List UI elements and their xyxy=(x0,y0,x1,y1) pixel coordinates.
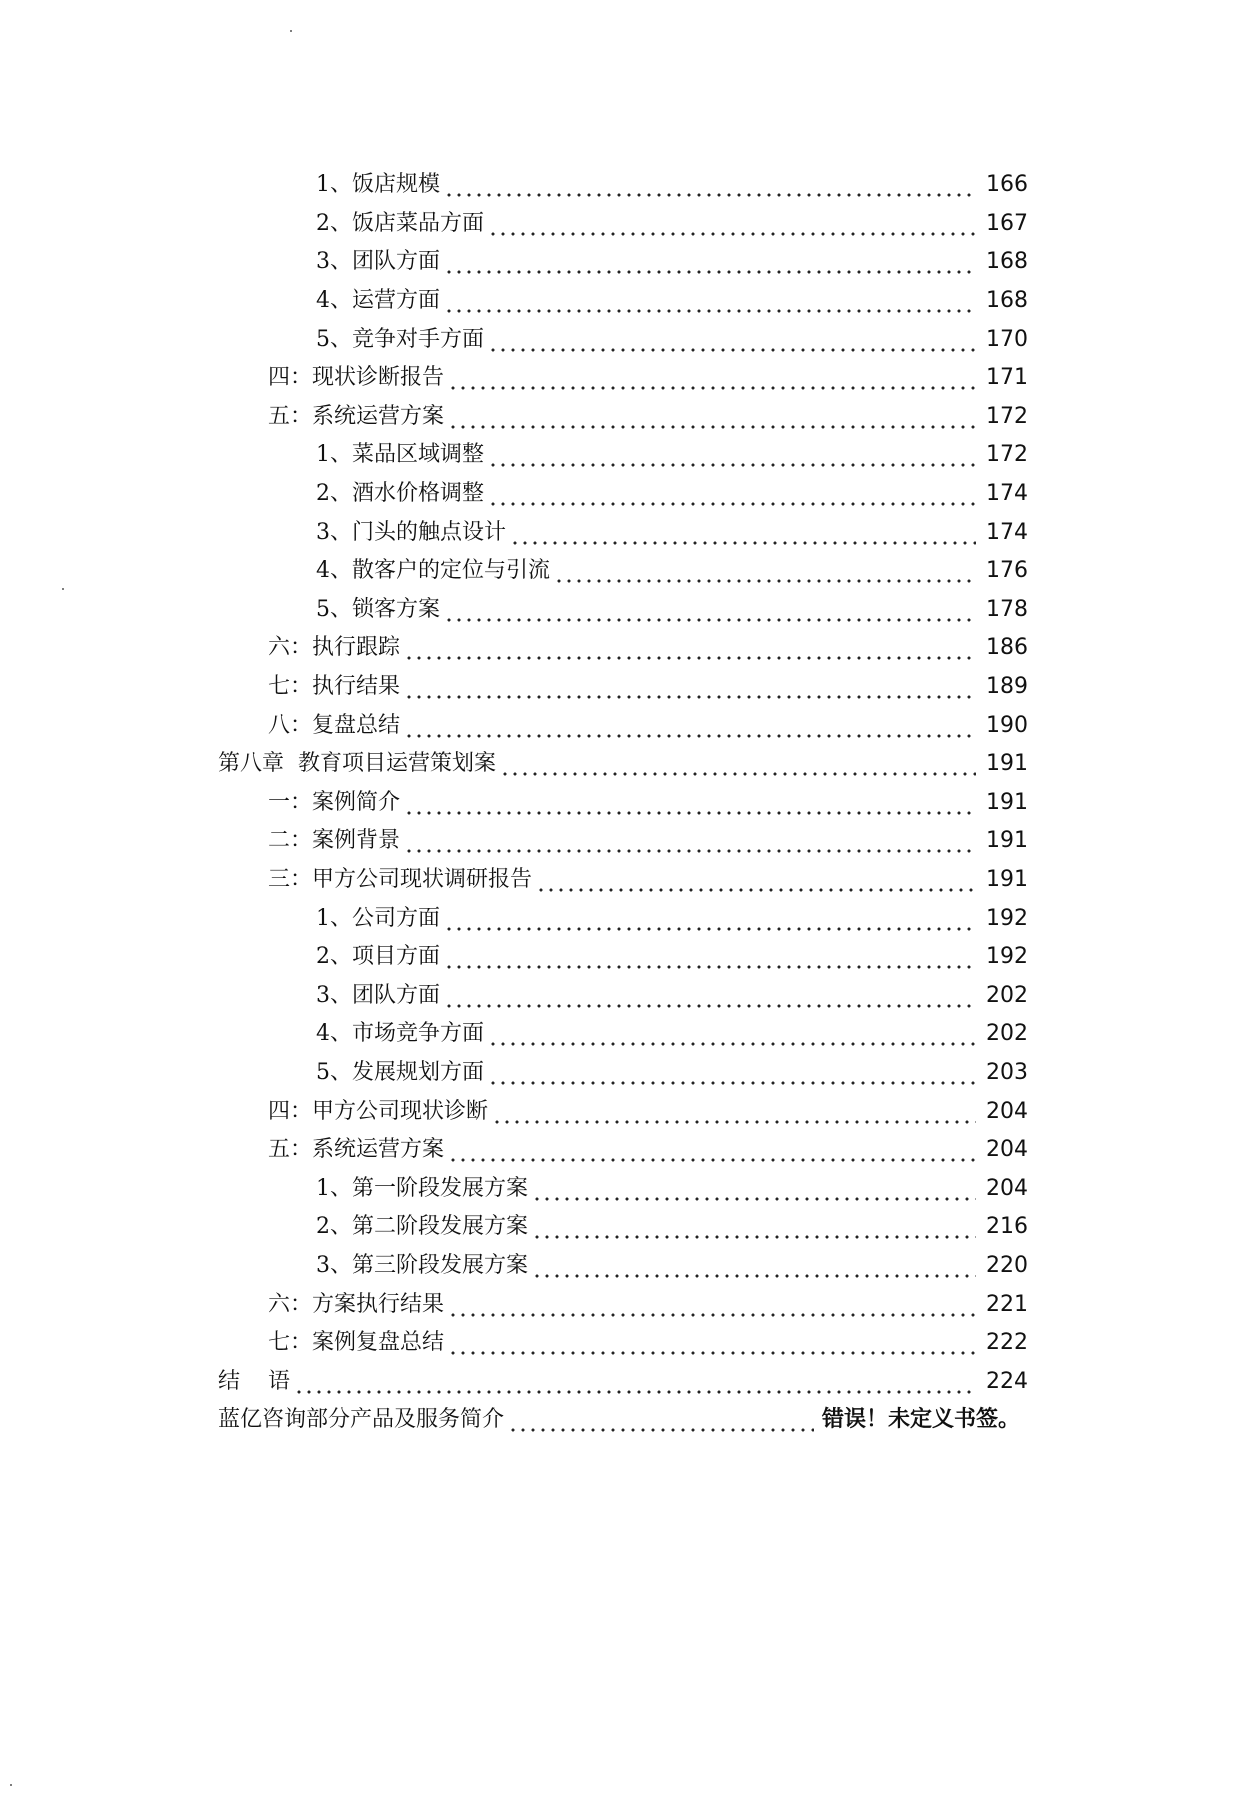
dot-leader xyxy=(488,1064,976,1086)
dot-leader xyxy=(536,871,976,893)
toc-entry[interactable] xyxy=(0,938,1258,977)
dot-leader xyxy=(488,485,976,507)
toc-entry[interactable] xyxy=(0,861,1258,900)
dot-leader xyxy=(444,176,976,198)
toc-entry[interactable] xyxy=(0,243,1258,282)
toc-entry-title: 六：执行跟踪 xyxy=(268,635,401,661)
toc-entry-error: 错误！未定义书签。 xyxy=(821,1407,1020,1433)
toc-entry[interactable] xyxy=(0,1092,1258,1131)
toc-entry[interactable] xyxy=(0,436,1258,475)
toc-entry-page: 190 xyxy=(986,712,1028,738)
toc-entry-title: 六：方案执行结果 xyxy=(268,1291,445,1317)
toc-entry-page: 224 xyxy=(986,1368,1028,1394)
toc-entry-page: 204 xyxy=(986,1137,1028,1163)
toc-entry[interactable] xyxy=(0,320,1258,359)
toc-entry[interactable] xyxy=(0,899,1258,938)
dot-leader xyxy=(510,524,976,546)
toc-entry-title: 5、发展规划方面 xyxy=(316,1059,484,1085)
toc-entry-title: 3、团队方面 xyxy=(316,249,440,275)
toc-entry-title: 3、门头的触点设计 xyxy=(316,519,506,545)
dot-leader xyxy=(404,678,976,700)
dot-leader xyxy=(488,331,976,353)
toc-entry[interactable] xyxy=(0,1401,1258,1440)
toc-entry-page: 204 xyxy=(986,1098,1028,1124)
toc-entry-title: 2、酒水价格调整 xyxy=(316,481,484,507)
toc-entry[interactable] xyxy=(0,1324,1258,1363)
toc-entry-title: 四：现状诊断报告 xyxy=(268,365,445,391)
toc-entry-title: 1、饭店规模 xyxy=(316,172,440,198)
toc-entry[interactable] xyxy=(0,1247,1258,1286)
toc-entry-title: 五：系统运营方案 xyxy=(268,403,445,429)
scan-speck xyxy=(10,1784,12,1786)
toc-entry-title: 5、竞争对手方面 xyxy=(316,326,484,352)
dot-leader xyxy=(532,1180,976,1202)
dot-leader xyxy=(448,1141,976,1163)
dot-leader xyxy=(404,717,976,739)
toc-entry-title: 1、第一阶段发展方案 xyxy=(316,1175,528,1201)
toc-entry-page: 220 xyxy=(986,1252,1028,1278)
table-of-contents xyxy=(0,166,1258,1440)
dot-leader xyxy=(444,601,976,623)
toc-entry-page: 189 xyxy=(986,674,1028,700)
toc-entry[interactable] xyxy=(0,282,1258,321)
toc-entry-page: 166 xyxy=(986,172,1028,198)
toc-entry-page: 176 xyxy=(986,558,1028,584)
toc-entry[interactable] xyxy=(0,398,1258,437)
toc-entry-page: 191 xyxy=(986,751,1028,777)
toc-entry-page: 202 xyxy=(986,1021,1028,1047)
dot-leader xyxy=(448,1334,976,1356)
toc-entry-page: 192 xyxy=(986,944,1028,970)
toc-entry[interactable] xyxy=(0,1285,1258,1324)
toc-entry[interactable] xyxy=(0,629,1258,668)
toc-entry-title: 一：案例简介 xyxy=(268,789,401,815)
toc-entry-page: 172 xyxy=(986,403,1028,429)
toc-entry-page: 174 xyxy=(986,481,1028,507)
dot-leader xyxy=(532,1218,976,1240)
toc-entry-page: 191 xyxy=(986,866,1028,892)
dot-leader xyxy=(404,832,976,854)
toc-entry-page: 186 xyxy=(986,635,1028,661)
toc-entry-page: 203 xyxy=(986,1059,1028,1085)
toc-entry-page: 171 xyxy=(986,365,1028,391)
toc-entry[interactable] xyxy=(0,1054,1258,1093)
toc-entry-title: 四：甲方公司现状诊断 xyxy=(268,1098,489,1124)
dot-leader xyxy=(508,1411,814,1433)
dot-leader xyxy=(492,1103,976,1125)
toc-entry-page: 221 xyxy=(986,1291,1028,1317)
toc-entry-page: 216 xyxy=(986,1214,1028,1240)
toc-entry-title: 五：系统运营方案 xyxy=(268,1137,445,1163)
dot-leader xyxy=(448,369,976,391)
toc-entry-page: 170 xyxy=(986,326,1028,352)
toc-entry-page: 202 xyxy=(986,982,1028,1008)
toc-entry-title: 2、饭店菜品方面 xyxy=(316,210,484,236)
toc-entry[interactable] xyxy=(0,513,1258,552)
toc-entry-title: 三：甲方公司现状调研报告 xyxy=(268,866,533,892)
dot-leader xyxy=(448,1296,976,1318)
toc-entry[interactable] xyxy=(0,745,1258,784)
toc-entry[interactable] xyxy=(0,822,1258,861)
toc-entry-title: 1、菜品区域调整 xyxy=(316,442,484,468)
dot-leader xyxy=(488,1025,976,1047)
scan-speck xyxy=(290,30,292,32)
toc-entry-page: 167 xyxy=(986,210,1028,236)
toc-entry-page: 222 xyxy=(986,1330,1028,1356)
toc-entry[interactable] xyxy=(0,205,1258,244)
toc-entry-title: 二：案例背景 xyxy=(268,828,401,854)
dot-leader xyxy=(404,639,976,661)
toc-entry-title: 5、锁客方案 xyxy=(316,596,440,622)
toc-entry[interactable] xyxy=(0,1015,1258,1054)
toc-entry[interactable] xyxy=(0,1131,1258,1170)
toc-entry-title: 1、公司方面 xyxy=(316,905,440,931)
toc-entry[interactable] xyxy=(0,166,1258,205)
dot-leader xyxy=(444,292,976,314)
dot-leader xyxy=(500,755,976,777)
toc-entry-title: 八：复盘总结 xyxy=(268,712,401,738)
toc-entry-title: 3、第三阶段发展方案 xyxy=(316,1252,528,1278)
dot-leader xyxy=(488,446,976,468)
toc-entry-title: 4、市场竞争方面 xyxy=(316,1021,484,1047)
toc-entry[interactable] xyxy=(0,552,1258,591)
toc-entry[interactable] xyxy=(0,475,1258,514)
dot-leader xyxy=(488,215,976,237)
toc-entry-title: 3、团队方面 xyxy=(316,982,440,1008)
toc-entry[interactable] xyxy=(0,668,1258,707)
toc-entry-page: 191 xyxy=(986,828,1028,854)
toc-entry[interactable] xyxy=(0,1208,1258,1247)
toc-entry-page: 168 xyxy=(986,249,1028,275)
toc-entry[interactable] xyxy=(0,784,1258,823)
dot-leader xyxy=(448,408,976,430)
dot-leader xyxy=(444,910,976,932)
scan-speck xyxy=(62,588,64,590)
dot-leader xyxy=(554,562,976,584)
toc-entry-page: 191 xyxy=(986,789,1028,815)
toc-entry-page: 168 xyxy=(986,288,1028,314)
toc-entry[interactable] xyxy=(0,1362,1258,1401)
toc-entry-page: 178 xyxy=(986,596,1028,622)
toc-entry-page: 172 xyxy=(986,442,1028,468)
toc-entry[interactable] xyxy=(0,706,1258,745)
toc-entry[interactable] xyxy=(0,591,1258,630)
dot-leader xyxy=(532,1257,976,1279)
toc-entry-page: 204 xyxy=(986,1175,1028,1201)
dot-leader xyxy=(444,987,976,1009)
toc-entry[interactable] xyxy=(0,1169,1258,1208)
toc-entry-title: 七：执行结果 xyxy=(268,674,401,700)
dot-leader xyxy=(444,253,976,275)
dot-leader xyxy=(404,794,976,816)
toc-entry-title: 2、第二阶段发展方案 xyxy=(316,1214,528,1240)
toc-entry[interactable] xyxy=(0,976,1258,1015)
toc-entry-title: 2、项目方面 xyxy=(316,944,440,970)
toc-entry[interactable] xyxy=(0,359,1258,398)
toc-entry-title: 4、运营方面 xyxy=(316,288,440,314)
dot-leader xyxy=(294,1373,976,1395)
toc-entry-title: 七：案例复盘总结 xyxy=(268,1330,445,1356)
toc-entry-page: 192 xyxy=(986,905,1028,931)
toc-entry-page: 174 xyxy=(986,519,1028,545)
toc-entry-title: 蓝亿咨询部分产品及服务简介 xyxy=(218,1407,505,1433)
toc-entry-title: 4、散客户的定位与引流 xyxy=(316,558,550,584)
toc-entry-title: 第八章 教育项目运营策划案 xyxy=(218,751,496,777)
toc-entry-title: 结 语 xyxy=(218,1368,290,1394)
dot-leader xyxy=(444,948,976,970)
